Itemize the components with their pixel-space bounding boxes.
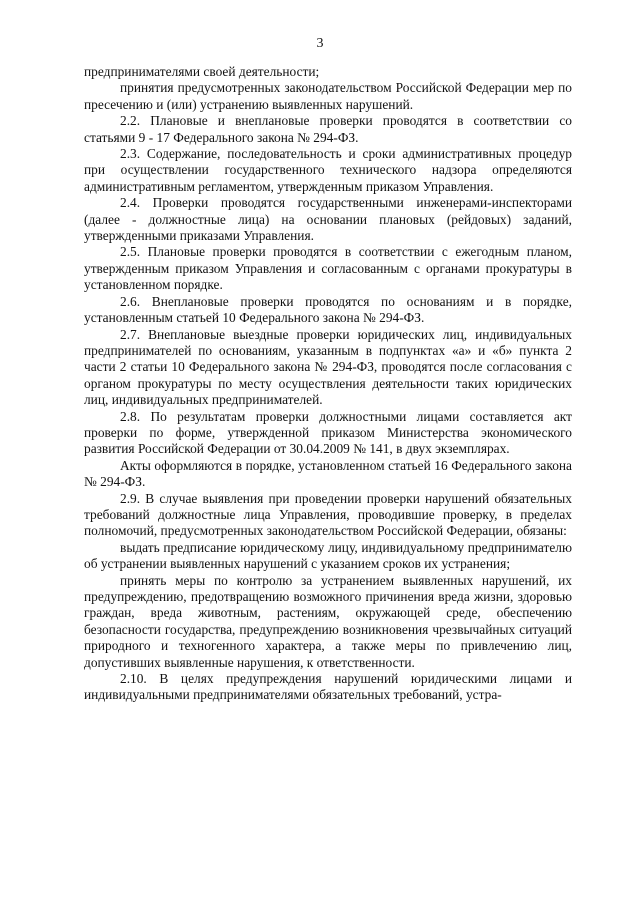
paragraph-take-measures: принять меры по контролю за устранением выявленных нарушений, их предупреждению, предотвращению возможного причинения вреда жизни, здоровью граждан, вреда животным, растениям, окружающей среде, обеспечению безопасности государства, предупреждению возникновения чрезвычайных ситуаций природного и техногенного характера, а также меры по привлечению лиц, допустивших выявленные нарушения, к ответственности. bbox=[84, 572, 572, 670]
paragraph-2-10: 2.10. В целях предупреждения нарушений юридическими лицами и индивидуальными предпринимателями обязательных требований, устра- bbox=[84, 671, 572, 703]
document-body bbox=[84, 64, 572, 704]
paragraph-2-7: 2.7. Внеплановые выездные проверки юридических лиц, индивидуальных предпринимателей по основаниям, указанным в подпунктах «а» и «б» пункта 2 части 2 статьи 10 Федерального закона № 294-ФЗ, проводятся после согласования с органом прокуратуры по месту осуществления деятельности таких юридических лиц, индивидуальных предпринимателей. bbox=[84, 326, 572, 408]
page-number: 3 bbox=[316, 36, 324, 51]
paragraph-2-5: 2.5. Плановые проверки проводятся в соответствии с ежегодным планом, утвержденным приказом Управления и согласованным с органами прокуратуры в установленном порядке. bbox=[84, 244, 572, 293]
paragraph-2-2: 2.2. Плановые и внеплановые проверки проводятся в соответствии со статьями 9 - 17 Федерального закона № 294-ФЗ. bbox=[84, 113, 572, 145]
paragraph-2-6: 2.6. Внеплановые проверки проводятся по основаниям и в порядке, установленным статьей 10 Федерального закона № 294-ФЗ. bbox=[84, 293, 572, 326]
paragraph-2-9: 2.9. В случае выявления при проведении проверки нарушений обязательных требований должностные лица Управления, проводившие проверку, в пределах полномочий, предусмотренных законодательством Российской Федерации, обязаны: bbox=[84, 490, 572, 539]
paragraph-measures: принятия предусмотренных законодательством Российской Федерации мер по пресечению и (или) устранению выявленных нарушений. bbox=[84, 80, 572, 112]
paragraph-continuation: предпринимателями своей деятельности; bbox=[84, 64, 320, 79]
paragraph-2-4: 2.4. Проверки проводятся государственными инженерами-инспекторами (далее - должностные лица) на основании плановых (рейдовых) заданий, утвержденными приказами Управления. bbox=[84, 195, 572, 244]
paragraph-issue-order: выдать предписание юридическому лицу, индивидуальному предпринимателю об устранении выявленных нарушений с указанием сроков их устранения; bbox=[84, 539, 572, 572]
paragraph-2-8: 2.8. По результатам проверки должностными лицами составляется акт проверки по форме, утвержденной приказом Министерства экономического развития Российской Федерации от 30.04.2009 № 141, в двух экземплярах. bbox=[84, 408, 572, 457]
paragraph-2-3: 2.3. Содержание, последовательность и сроки административных процедур при осуществлении государственного технического надзора определяются административным регламентом, утвержденным приказом Управления. bbox=[84, 146, 572, 194]
paragraph-acts: Акты оформляются в порядке, установленном статьей 16 Федерального закона № 294-ФЗ. bbox=[84, 457, 572, 490]
